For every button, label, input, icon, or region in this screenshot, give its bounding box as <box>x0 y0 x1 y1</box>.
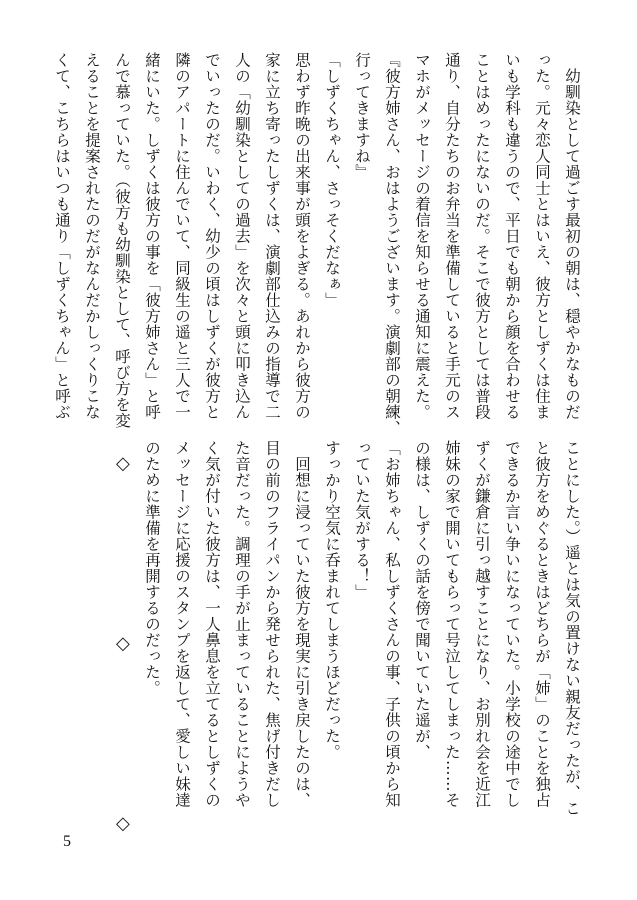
bottom-text-column: と彼方をめぐるときはどちらが「姉」のことを独占 <box>533 440 551 808</box>
bottom-text-column: の様は、しずくの話を傍で聞いていた遥が、 <box>413 440 431 760</box>
top-text-column: ことはめったにないのだ。そこで彼方としては普段 <box>473 52 491 420</box>
diamond-separator-1: ◇ <box>116 453 130 474</box>
bottom-text-column: 「お姉ちゃん、私しずくさんの事、子供の頃から知 <box>383 440 401 808</box>
bottom-text-column: 姉妹の家で開いてもらって号泣してしまった……そ <box>443 440 461 808</box>
top-text-column: 家に立ち寄ったしずくは、演劇部仕込みの指導で二 <box>263 52 281 420</box>
top-text-column: 思わず昨晩の出来事が頭をよぎる。あれから彼方の <box>293 52 311 420</box>
top-text-column: いも学科も違うので、平日でも朝から顔を合わせる <box>503 52 521 420</box>
top-text-column: 幼馴染として過ごす最初の朝は、穏やかなものだ <box>563 52 581 420</box>
scene-break <box>112 455 142 835</box>
top-text-column: 通り、自分たちのお弁当を準備していると手元のス <box>443 52 461 420</box>
bottom-text-column: ことにした。）遥とは気の置けない親友だったが、こ <box>563 440 581 817</box>
bottom-text-column: メッセージに応援のスタンプを返して、愛しい妹達 <box>173 440 191 808</box>
top-text-column: くて、こちらはいつも通り「しずくちゃん」と呼ぶ <box>53 52 71 420</box>
page-number: 5 <box>63 833 71 850</box>
bottom-text-column: た音だった。調理の手が止まっていることにようや <box>233 440 251 808</box>
top-text-column: えることを提案されたのだがなんだかしっくりこな <box>83 52 101 420</box>
bottom-text-column: ずくが鎌倉に引っ越すことになり、お別れ会を近江 <box>473 440 491 808</box>
bottom-text-column: 回想に浸っていた彼方を現実に引き戻したのは、 <box>293 440 311 808</box>
top-text-column: 隣のアパートに住んでいて、同級生の遥と三人で一 <box>173 52 191 420</box>
top-text-column: んで慕っていた。（彼方も幼馴染として、呼び方を変 <box>113 52 131 429</box>
top-text-column: でいったのだ。いわく、幼少の頃はしずくが彼方と <box>203 52 221 420</box>
top-text-block <box>53 52 587 436</box>
top-text-column: 『彼方姉さん、おはようございます。演劇部の朝練、 <box>383 52 401 436</box>
top-text-column: 緒にいた。しずくは彼方の事を「彼方姉さん」と呼 <box>143 52 161 420</box>
diamond-separator-2: ◇ <box>116 633 130 654</box>
bottom-text-column: っていた気がする！」 <box>353 440 371 600</box>
bottom-text-column: 目の前のフライパンから発せられた、焦げ付きだし <box>263 440 281 808</box>
top-text-column: マホがメッセージの着信を知らせる通知に震えた。 <box>413 52 431 420</box>
top-text-column: った。元々恋人同士とはいえ、彼方としずくは住ま <box>533 52 551 420</box>
bottom-text-block <box>67 440 587 840</box>
bottom-text-column: すっかり空気に呑まれてしまうほどだった。 <box>323 440 341 760</box>
bottom-text-column: のために準備を再開するのだった。 <box>143 440 161 696</box>
top-text-column: 「しずくちゃん、さっそくだなぁ」 <box>323 52 341 308</box>
top-text-column: 行ってきますね』 <box>353 52 371 180</box>
bottom-text-column: できるか言い争いになっていた。小学校の途中でし <box>503 440 521 808</box>
top-text-column: 人の「幼馴染としての過去」を次々と頭に叩き込ん <box>233 52 251 420</box>
bottom-text-column: く気が付いた彼方は、一人鼻息を立てるとしずくの <box>203 440 221 808</box>
diamond-separator-3: ◇ <box>116 813 130 834</box>
